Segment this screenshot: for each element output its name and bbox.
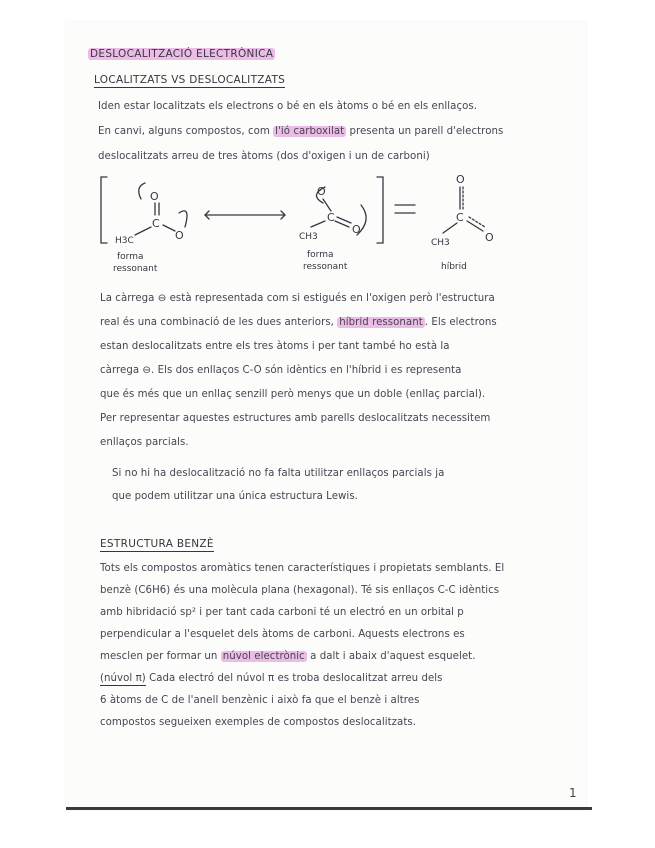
label-h3c: H3C <box>115 236 134 246</box>
caption-form2: forma <box>307 250 334 260</box>
arrow-curve-1 <box>139 183 145 199</box>
section-title <box>88 48 275 60</box>
para2-line-2-b: . Els electrons <box>424 317 497 328</box>
s2-line-6-a: (núvol π) <box>100 673 146 684</box>
atom-o-1: O <box>150 190 159 203</box>
para2-line-3: estan deslocalitzats entre els tres àtoms i per tant també ho està la <box>100 341 450 352</box>
s2-line-1: Tots els compostos aromàtics tenen característiques i propietats semblants. El <box>100 563 505 574</box>
atom-o-2: O <box>317 185 326 198</box>
page-edge-shadow <box>66 807 592 810</box>
s2-line-7: 6 àtoms de C de l'anell benzènic i això fa que el benzè i altres <box>100 695 420 706</box>
bond-o-2 <box>323 199 331 211</box>
s2-line-8: compostos segueixen exemples de compostos deslocalitzats. <box>100 717 417 728</box>
caption-form2b: ressonant <box>303 262 348 272</box>
intro-line-2-a: En canvi, alguns compostos, com <box>98 126 274 137</box>
bond-ch3-1 <box>135 227 151 235</box>
para2-line-1: La càrrega ⊖ està representada com si estigués en l'oxigen però l'estructura <box>100 293 495 304</box>
highlight-nuvol: núvol electrònic <box>222 651 305 662</box>
bond-ch3-h <box>443 223 457 233</box>
atom-c-2: C <box>327 211 335 224</box>
highlight-carboxilat: l'ió carboxilat <box>275 126 345 137</box>
arrow-curve-2 <box>179 211 187 227</box>
bond-partial-2 <box>467 221 483 231</box>
para2-line-5: que és més que un enllaç senzill però menys que un doble (enllaç parcial). <box>100 389 486 400</box>
caption-hybrid: híbrid <box>441 262 467 272</box>
para2-line-4: càrrega ⊖. Els dos enllaços C-O són idèntics en l'híbrid i es representa <box>100 365 462 376</box>
bracket-right <box>377 177 383 243</box>
intro-line-2-b: presenta un parell d'electrons <box>346 126 504 137</box>
highlight-hibrid: híbrid ressonant <box>339 317 423 328</box>
section2-title <box>100 538 214 550</box>
label-ch3-h: CH3 <box>431 238 450 248</box>
intro-line-2 <box>98 126 503 138</box>
s2-line-3: amb hibridació sp² i per tant cada carboni té un electró en un orbital p <box>100 607 464 618</box>
atom-o-2b: O <box>352 223 361 236</box>
caption-form1: forma <box>117 252 144 262</box>
intro-line-1: Iden estar localitzats els electrons o bé en els àtoms o bé en els enllaços. <box>98 101 478 112</box>
s2-line-5-b: a dalt i abaix d'aquest esquelet. <box>306 651 476 662</box>
s2-line-2: benzè (C6H6) és una molècula plana (hexagonal). Té sis enllaços C-C idèntics <box>100 585 500 596</box>
para2-line-6: Per representar aquestes estructures amb parells deslocalitzats necessitem <box>100 413 491 424</box>
bond-o-1 <box>163 225 175 231</box>
atom-o-1b: O <box>175 229 184 242</box>
section-subtitle <box>94 74 285 86</box>
page-number: 1 <box>569 786 577 800</box>
atom-c-1: C <box>152 217 160 230</box>
s2-line-4: perpendicular a l'esquelet dels àtoms de carboni. Aquests electrons es <box>100 629 465 640</box>
section-title-text: DESLOCALITZACIÓ ELECTRÒNICA <box>90 48 274 60</box>
caption-form1b: ressonant <box>113 264 158 274</box>
bracket-left <box>101 177 107 243</box>
atom-c-h: C <box>456 211 464 224</box>
para3-line-2: que podem utilitzar una única estructura Lewis. <box>112 491 358 502</box>
para2-line-7: enllaços parcials. <box>100 437 189 448</box>
s2-line-5 <box>100 651 475 663</box>
s2-line-6 <box>100 673 443 685</box>
section2-title-text: ESTRUCTURA BENZÈ <box>100 538 214 550</box>
atom-o-h2: O <box>485 231 494 244</box>
atom-o-h1: O <box>456 173 465 186</box>
intro-line-3: deslocalitzats arreu de tres àtoms (dos d'oxigen i un de carboni) <box>98 151 430 162</box>
section-subtitle-text: LOCALITZATS VS DESLOCALITZATS <box>94 74 286 86</box>
para3-line-1: Si no hi ha deslocalització no fa falta utilitzar enllaços parcials ja <box>112 468 445 479</box>
bond-partial-2b <box>469 217 485 227</box>
para2-line-2 <box>100 317 497 329</box>
carboxylate-resonance-diagram <box>95 165 545 280</box>
para2-line-2-a: real és una combinació de les dues anteriors, <box>100 317 338 328</box>
s2-line-5-a: mesclen per formar un <box>100 651 221 662</box>
bond-ch3-2 <box>311 221 325 227</box>
s2-line-6-b: Cada electró del núvol π es troba deslocalitzat arreu dels <box>145 673 443 684</box>
label-ch3-2: CH3 <box>299 232 318 242</box>
